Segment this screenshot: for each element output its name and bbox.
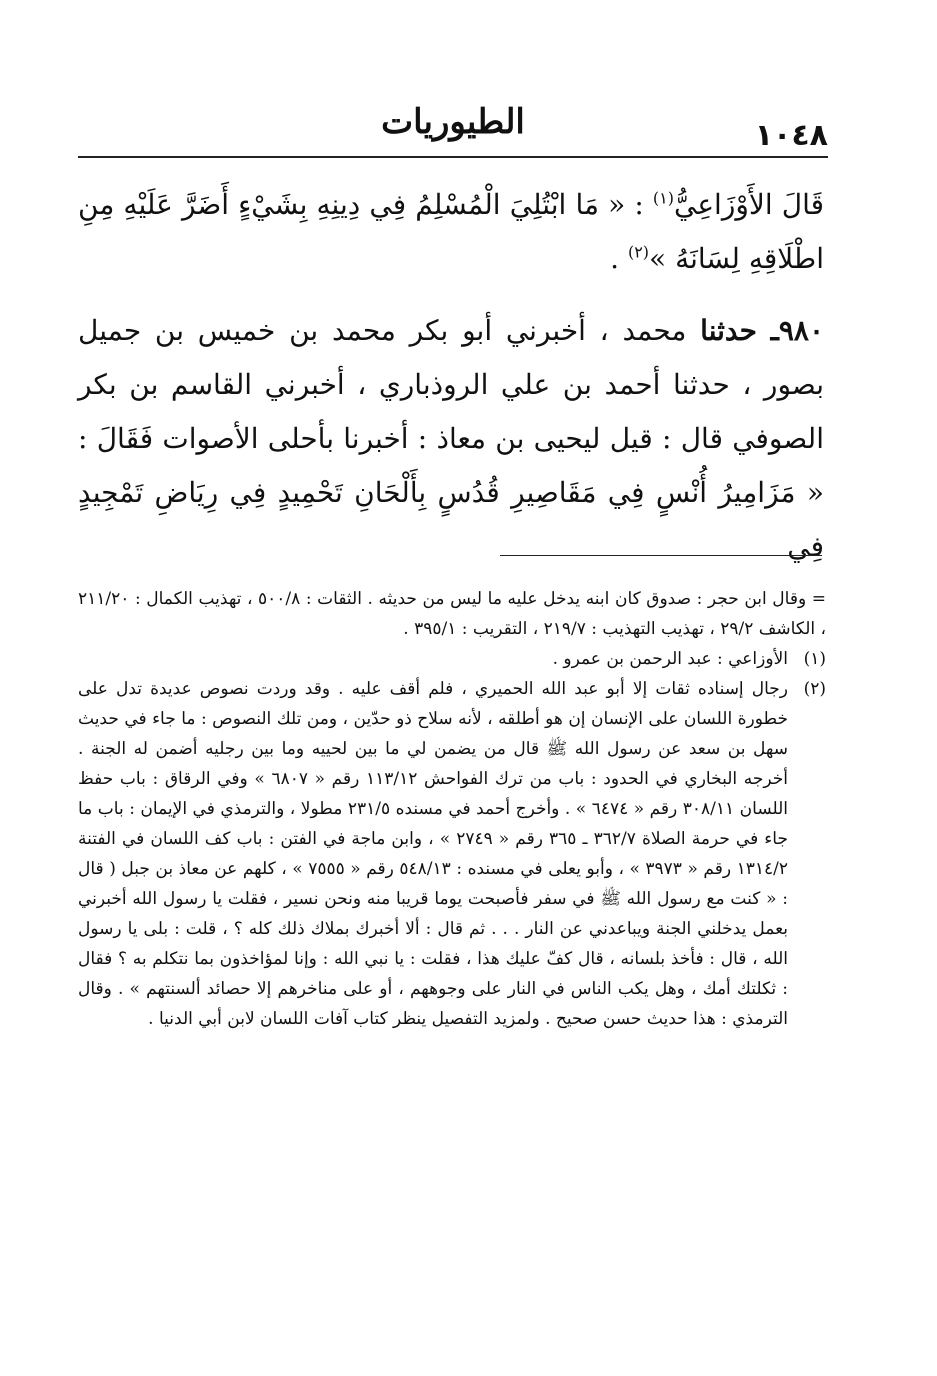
hadith-text: محمد ، أخبرني أبو بكر محمد بن خميس بن جميل بصور ، حدثنا أحمد بن علي الروذباري ، أخبرني القاسم بن بكر الصوفي قال : قيل ليحيى بن معاذ : أخبرنا بأحلى الأصوات فَقَالَ : « مَزَامِيرُ أُنْسٍ فِي مَقَاصِيرِ قُدُسٍ بِأَلْحَانِ تَحْمِيدٍ فِي رِيَاضِ تَمْجِيدٍ فِي: [78, 314, 824, 563]
footnote-ref-2: (٢): [627, 242, 650, 262]
footnote-2: [78, 674, 826, 1034]
hadith-opening: حدثنا: [700, 314, 757, 347]
awzai-saying: [78, 178, 824, 286]
footnote-continuation: = وقال ابن حجر : صدوق كان ابنه يدخل عليه ما ليس من حديثه . الثقات : ٥٠٠/٨ ، تهذيب الكمال : ٢١١/٢٠ ، الكاشف ٢٩/٢ ، تهذيب التهذيب : ٢١٩/٧ ، التقريب : ٣٩٥/١ .: [78, 589, 826, 639]
header-rule: [78, 156, 828, 158]
footnote-text: الأوزاعي : عبد الرحمن بن عمرو .: [552, 649, 788, 669]
footnote-text: رجال إسناده ثقات إلا أبو عبد الله الحميري ، فلم أقف عليه . وقد وردت نصوص عديدة تدل على خطورة اللسان على الإنسان إن هو أطلقه ، لأنه سلاح ذو حدّين ، ومن تلك النصوص : ما جاء في حديث سهل بن سعد عن رسول الله ﷺ قال من يضمن لي ما بين لحييه وما بين رجليه أضمن له الجنة . أخرجه البخاري في الحدود : باب من ترك الفواحش ١١٣/١٢ رقم « ٦٨٠٧ » وفي الرقاق : باب حفظ اللسان ٣٠٨/١١ رقم « ٦٤٧٤ » . وأخرج أحمد في مسنده ٢٣١/٥ مطولا ، والترمذي في الإيمان : باب ما جاء في حرمة الصلاة ٣٦٢/٧ ـ ٣٦٥ رقم « ٢٧٤٩ » ، وابن ماجة في الفتن : باب كف اللسان في الفتنة ١٣١٤/٢ رقم « ٣٩٧٣ » ، وأبو يعلى في مسنده : ٥٤٨/١٣ رقم « ٧٥٥٥ » ، كلهم عن معاذ بن جبل ( قال : « كنت مع رسول الله ﷺ في سفر فأصبحت يوما قريبا منه ونحن نسير ، فقلت يا رسول الله أخبرني بعمل يدخلني الجنة ويباعدني عن النار . . . ثم قال : ألا أخبرك بملاك ذلك كله ؟ ، قلت : بلى يا رسول الله ، قال : فأخذ بلسانه ، قال كفّ عليك هذا ، فقلت : يا نبي الله : وإنا لمؤاخذون بما نتكلم به ؟ فقال : ثكلتك أمك ، وهل يكب الناس في النار على وجوههم ، أو على مناخرهم إلا حصائد ألسنتهم » . وقال الترمذي : هذا حديث حسن صحيح . ولمزيد التفصيل ينظر كتاب آفات اللسان لابن أبي الدنيا .: [78, 679, 789, 1029]
footnotes: [78, 584, 826, 1034]
saying-intro: قَالَ الأَوْزَاعِيُّ: [674, 188, 824, 221]
main-text: [78, 178, 824, 592]
footnote-rule: [500, 555, 822, 556]
footnote-marker: (٢): [803, 679, 826, 699]
hadith-980: [78, 304, 824, 574]
page-number: ١٠٤٨: [754, 118, 828, 153]
saying-text: : « مَا ابْتُلِيَ الْمُسْلِمُ فِي دِينِهِ بِشَيْءٍ أَضَرَّ عَلَيْهِ مِنِ اطْلَاقِهِ لِسَانَهُ »: [78, 188, 824, 275]
footnote-ref-1: (١): [652, 188, 674, 208]
footnote-marker: (١): [803, 649, 826, 669]
footnote-1: [78, 644, 826, 674]
page-header: [78, 96, 828, 158]
saying-end: .: [610, 242, 628, 275]
running-title: الطيوريات: [381, 102, 525, 142]
hadith-number: ٩٨٠ـ: [770, 314, 824, 347]
